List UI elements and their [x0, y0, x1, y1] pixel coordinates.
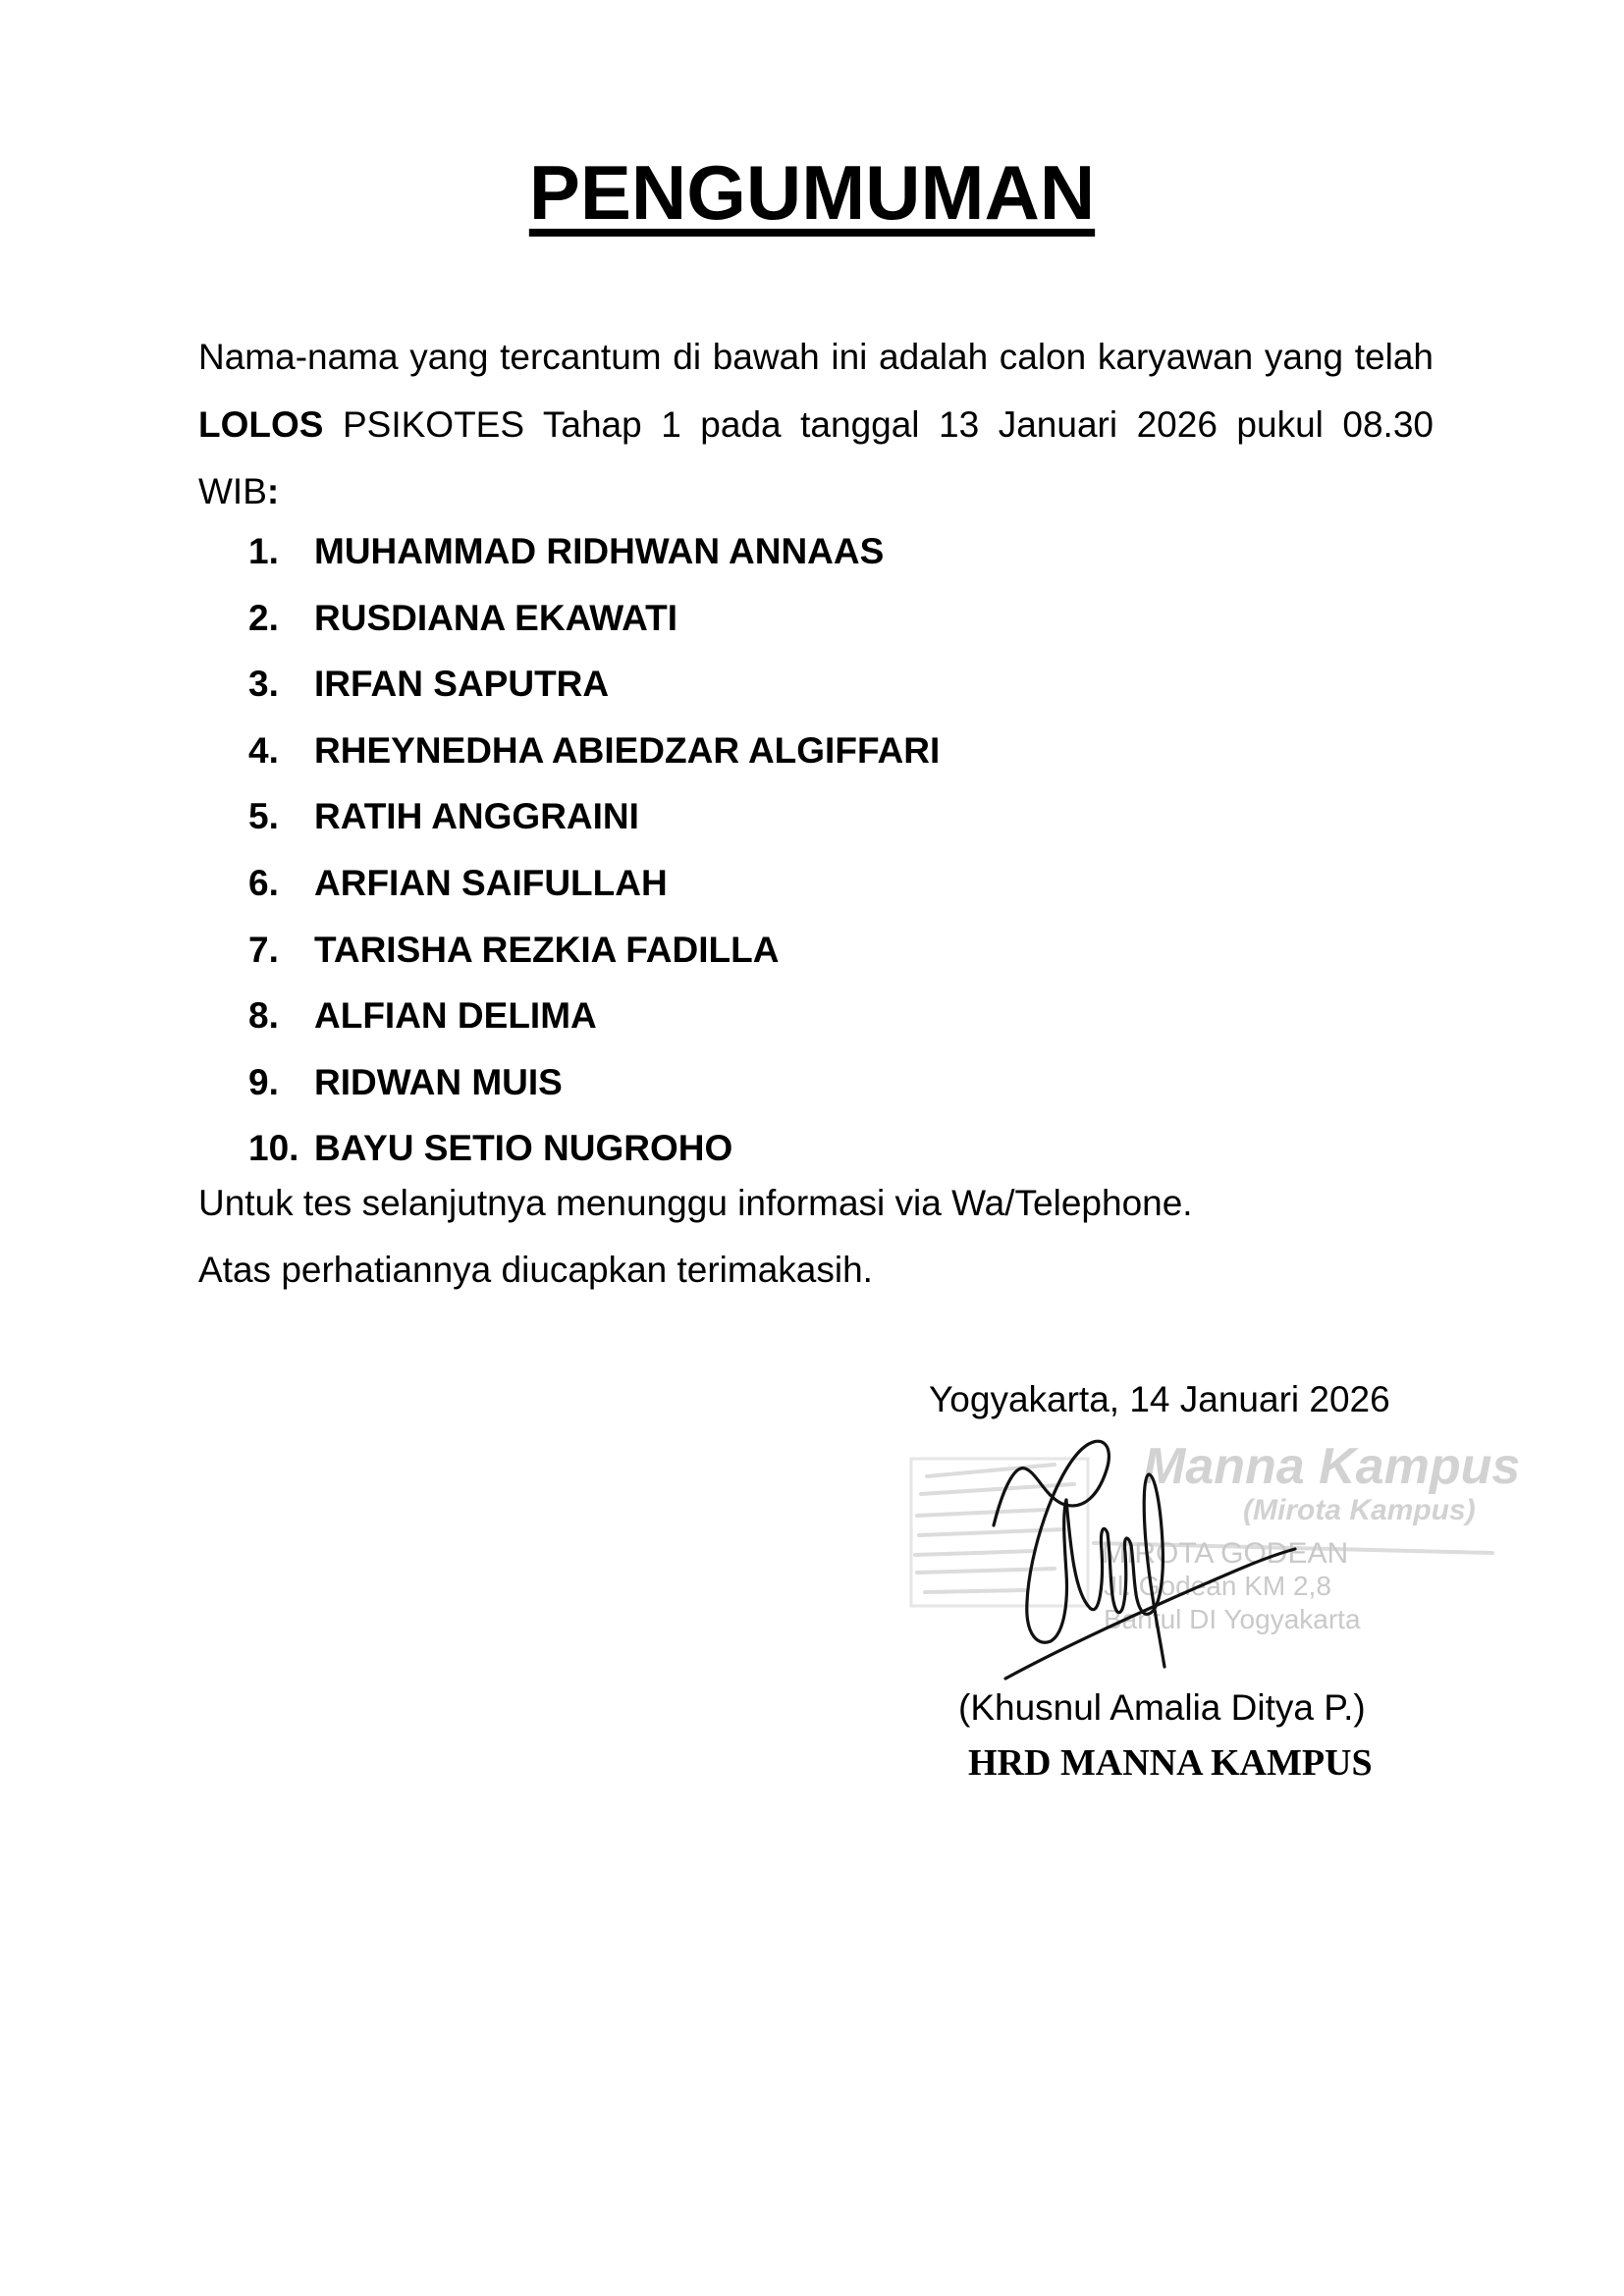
stamp-sub-text: (Mirota Kampus) — [1243, 1494, 1476, 1526]
list-item-name: IRFAN SAPUTRA — [314, 664, 610, 705]
list-item — [248, 983, 940, 1049]
list-item-name: BAYU SETIO NUGROHO — [314, 1128, 733, 1169]
list-item-number: 3. — [248, 664, 279, 705]
stamp-address-line1: MIROTA GODEAN — [1102, 1537, 1349, 1570]
signer-name: (Khusnul Amalia Ditya P.) — [958, 1687, 1366, 1728]
list-item — [248, 917, 940, 984]
list-item-name: RATIH ANGGRAINI — [314, 796, 639, 837]
list-item — [248, 585, 940, 652]
candidate-list — [248, 518, 940, 1182]
list-item-number: 10. — [248, 1128, 299, 1169]
list-item-number: 2. — [248, 597, 279, 638]
page-title — [0, 145, 1624, 240]
list-item-number: 5. — [248, 796, 279, 837]
list-item — [248, 718, 940, 784]
list-item-name: RIDWAN MUIS — [314, 1061, 563, 1102]
list-item — [248, 518, 940, 585]
handwritten-signature-icon — [907, 1435, 1512, 1690]
closing-line-thanks: Atas perhatiannya diucapkan terimakasih. — [198, 1250, 873, 1290]
intro-bold-colon: : — [266, 471, 280, 511]
list-item-number: 6. — [248, 862, 279, 903]
signer-title: HRD MANNA KAMPUS — [968, 1742, 1373, 1784]
list-item-name: ALFIAN DELIMA — [314, 995, 597, 1037]
page-title-text: PENGUMUMAN — [528, 149, 1096, 236]
list-item-number: 8. — [248, 995, 279, 1037]
stamp-brand-text: Manna Kampus — [1143, 1438, 1521, 1495]
intro-paragraph — [198, 324, 1434, 526]
intro-text-part1: Nama-nama yang tercantum di bawah ini adalah calon karyawan yang telah — [198, 337, 1434, 377]
list-item — [248, 850, 940, 917]
stamp-address-line2: Jl. Godean KM 2,8 — [1104, 1571, 1331, 1601]
intro-bold-lolos: LOLOS — [198, 403, 324, 445]
list-item-number: 4. — [248, 729, 279, 771]
list-item-name: RHEYNEDHA ABIEDZAR ALGIFFARI — [314, 729, 941, 771]
stamp-address-line3: Bantul DI Yogyakarta — [1104, 1604, 1361, 1634]
list-item — [248, 1049, 940, 1116]
list-item-number: 7. — [248, 929, 279, 970]
list-item — [248, 783, 940, 850]
list-item-name: MUHAMMAD RIDHWAN ANNAAS — [314, 531, 885, 571]
list-item-number: 1. — [248, 531, 279, 571]
list-item-name: RUSDIANA EKAWATI — [314, 597, 677, 638]
place-and-date: Yogyakarta, 14 Januari 2026 — [929, 1379, 1390, 1419]
closing-line-info: Untuk tes selanjutnya menunggu informasi via Wa/Telephone. — [198, 1183, 1193, 1223]
list-item-name: ARFIAN SAIFULLAH — [314, 862, 668, 903]
closing-text — [198, 1170, 1193, 1304]
list-item — [248, 651, 940, 718]
list-item-number: 9. — [248, 1061, 279, 1102]
list-item-name: TARISHA REZKIA FADILLA — [314, 929, 780, 970]
intro-text-part2: PSIKOTES Tahap 1 pada tanggal 13 Januari 2026 pukul 08.30 WIB — [198, 403, 1434, 511]
